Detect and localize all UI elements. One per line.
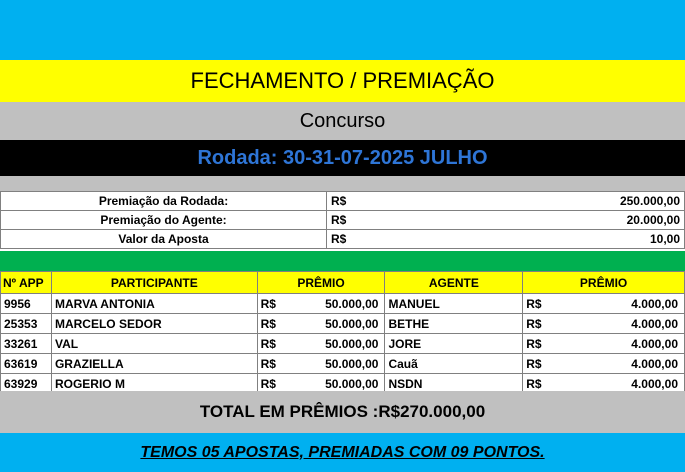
cell-agente: Cauã xyxy=(385,354,523,374)
cell-agente: NSDN xyxy=(385,374,523,394)
summary-label: Valor da Aposta xyxy=(1,230,327,249)
cell-currency: R$ xyxy=(257,334,281,354)
header-app: Nº APP xyxy=(1,272,52,294)
cell-premio-agente: 4.000,00 xyxy=(547,314,685,334)
summary-table xyxy=(0,191,685,249)
summary-label: Premiação da Rodada: xyxy=(1,192,327,211)
cell-currency: R$ xyxy=(523,294,547,314)
summary-value: 250.000,00 xyxy=(355,192,685,211)
cell-currency: R$ xyxy=(523,354,547,374)
summary-value: 10,00 xyxy=(355,230,685,249)
cell-premio-agente: 4.000,00 xyxy=(547,334,685,354)
header-participante: PARTICIPANTE xyxy=(51,272,257,294)
cell-participante: MARVA ANTONIA xyxy=(51,294,257,314)
summary-currency: R$ xyxy=(327,230,356,249)
summary-row xyxy=(1,211,685,230)
cell-premio-agente: 4.000,00 xyxy=(547,294,685,314)
cell-premio: 50.000,00 xyxy=(281,294,385,314)
cell-currency: R$ xyxy=(523,334,547,354)
summary-label: Premiação do Agente: xyxy=(1,211,327,230)
header-agente: AGENTE xyxy=(385,272,523,294)
results-table xyxy=(0,271,685,394)
divider xyxy=(0,176,685,191)
footer-note: TEMOS 05 APOSTAS, PREMIADAS COM 09 PONTOS. xyxy=(0,433,685,472)
table-row xyxy=(1,314,685,334)
page-title: FECHAMENTO / PREMIAÇÃO xyxy=(0,60,685,102)
cell-currency: R$ xyxy=(257,314,281,334)
summary-value: 20.000,00 xyxy=(355,211,685,230)
cell-app: 63929 xyxy=(1,374,52,394)
cell-participante: ROGERIO M xyxy=(51,374,257,394)
cell-premio-agente: 4.000,00 xyxy=(547,354,685,374)
table-header-row xyxy=(1,272,685,294)
cell-premio: 50.000,00 xyxy=(281,374,385,394)
cell-currency: R$ xyxy=(523,314,547,334)
cell-currency: R$ xyxy=(257,374,281,394)
cell-app: 25353 xyxy=(1,314,52,334)
cell-premio: 50.000,00 xyxy=(281,354,385,374)
top-banner xyxy=(0,0,685,60)
table-row xyxy=(1,354,685,374)
summary-currency: R$ xyxy=(327,192,356,211)
cell-currency: R$ xyxy=(523,374,547,394)
cell-app: 33261 xyxy=(1,334,52,354)
cell-premio: 50.000,00 xyxy=(281,314,385,334)
summary-row xyxy=(1,192,685,211)
cell-participante: VAL xyxy=(51,334,257,354)
header-premio-agente: PRÊMIO xyxy=(523,272,685,294)
cell-currency: R$ xyxy=(257,354,281,374)
cell-app: 9956 xyxy=(1,294,52,314)
table-row xyxy=(1,334,685,354)
cell-premio-agente: 4.000,00 xyxy=(547,374,685,394)
cell-participante: GRAZIELLA xyxy=(51,354,257,374)
cell-app: 63619 xyxy=(1,354,52,374)
table-row xyxy=(1,294,685,314)
cell-agente: BETHE xyxy=(385,314,523,334)
green-divider xyxy=(0,251,685,271)
cell-premio: 50.000,00 xyxy=(281,334,385,354)
header-premio: PRÊMIO xyxy=(257,272,385,294)
cell-participante: MARCELO SEDOR xyxy=(51,314,257,334)
concurso-label: Concurso xyxy=(0,102,685,140)
cell-agente: MANUEL xyxy=(385,294,523,314)
cell-agente: JORE xyxy=(385,334,523,354)
total-prizes: TOTAL EM PRÊMIOS :R$270.000,00 xyxy=(0,391,685,433)
summary-currency: R$ xyxy=(327,211,356,230)
cell-currency: R$ xyxy=(257,294,281,314)
summary-row xyxy=(1,230,685,249)
rodada-label: Rodada: 30-31-07-2025 JULHO xyxy=(0,140,685,176)
